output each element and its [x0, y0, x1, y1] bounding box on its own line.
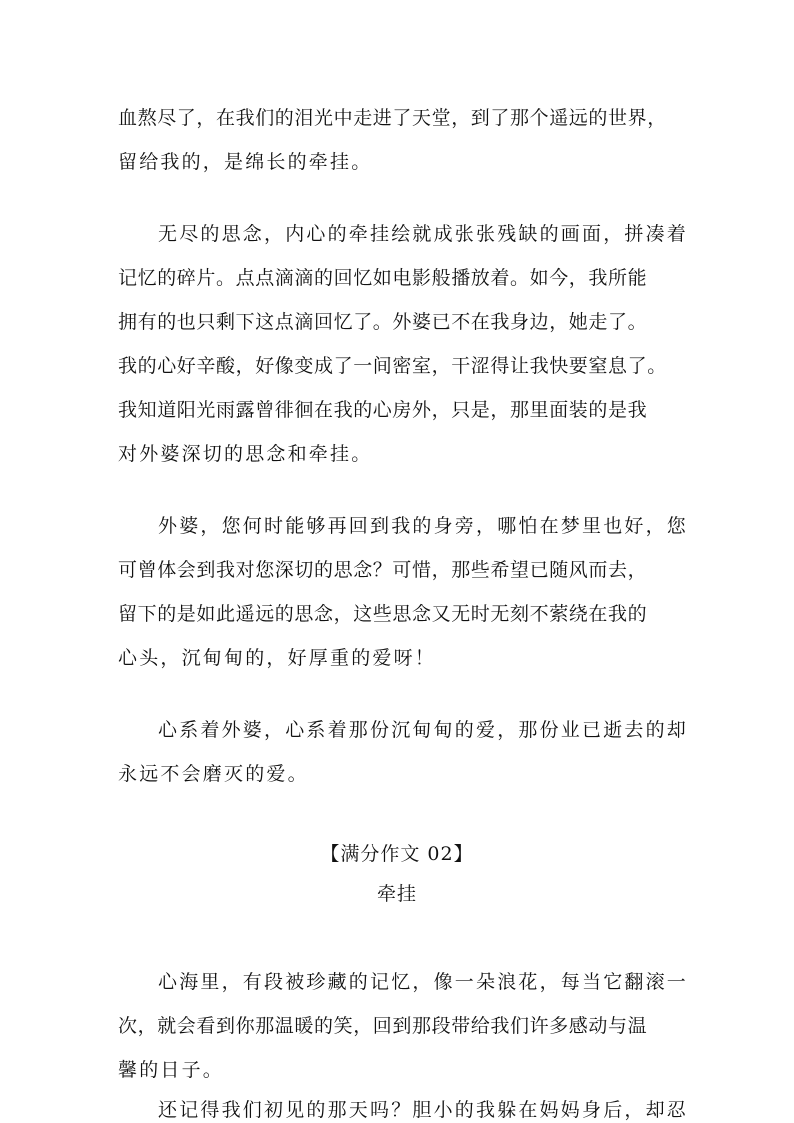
paragraph-line: 留给我的，是绵长的牵挂。: [118, 151, 373, 173]
paragraph-line: 我的心好辛酸，好像变成了一间密室，干涩得让我快要窒息了。: [118, 355, 667, 377]
section-heading: 【满分作文 02】: [320, 843, 474, 865]
paragraph-line: 心海里，有段被珍藏的记忆，像一朵浪花，每当它翻滚一: [158, 971, 689, 993]
paragraph-line: 馨的日子。: [118, 1059, 225, 1081]
paragraph-line: 拥有的也只剩下这点滴回忆了。外婆已不在我身边，她走了。: [118, 311, 648, 333]
paragraph-line: 我知道阳光雨露曾徘徊在我的心房外，只是，那里面装的是我: [118, 399, 648, 421]
paragraph-line: 永远不会磨灭的爱。: [118, 763, 309, 785]
paragraph-line: 还记得我们初见的那天吗？胆小的我躲在妈妈身后，却忍: [158, 1099, 689, 1121]
paragraph-line: 无尽的思念，内心的牵挂绘就成张张残缺的画面，拼凑着: [158, 223, 689, 245]
paragraph-line: 可曾体会到我对您深切的思念？可惜，那些希望已随风而去，: [118, 559, 648, 581]
essay-title: 牵挂: [376, 883, 417, 905]
paragraph-line: 次，就会看到你那温暖的笑，回到那段带给我们许多感动与温: [118, 1015, 648, 1037]
paragraph-line: 血熬尽了，在我们的泪光中走进了天堂，到了那个遥远的世界，: [118, 107, 667, 129]
paragraph-line: 心头，沉甸甸的，好厚重的爱呀！: [118, 647, 437, 669]
paragraph-line: 对外婆深切的思念和牵挂。: [118, 443, 373, 465]
paragraph-line: 记忆的碎片。点点滴滴的回忆如电影般播放着。如今，我所能: [118, 267, 648, 289]
paragraph-line: 外婆，您何时能够再回到我的身旁，哪怕在梦里也好，您: [158, 515, 689, 537]
paragraph-line: 留下的是如此遥远的思念，这些思念又无时无刻不萦绕在我的: [118, 603, 648, 625]
paragraph-line: 心系着外婆，心系着那份沉甸甸的爱，那份业已逝去的却: [158, 719, 689, 741]
